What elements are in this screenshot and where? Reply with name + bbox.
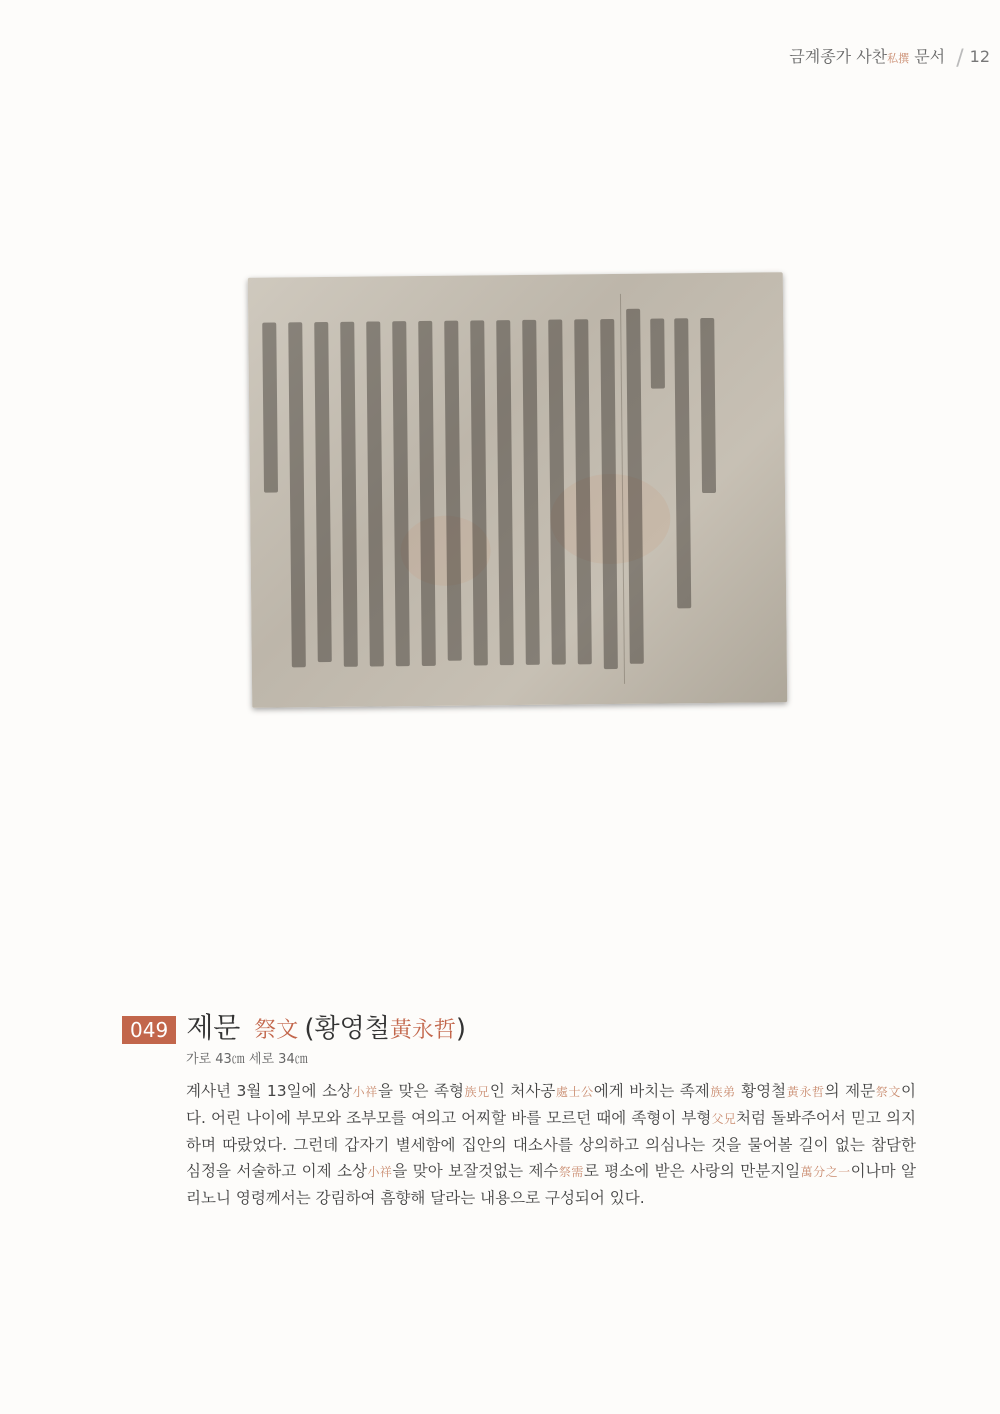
caption-text: 에게 바치는 족제	[593, 1082, 710, 1100]
script-column	[444, 321, 462, 661]
caption-hanja: 小祥	[366, 1165, 393, 1179]
figure-dimensions: 가로 43㎝ 세로 34㎝	[186, 1052, 308, 1067]
script-column	[600, 319, 618, 669]
caption-text: 인 처사공	[489, 1082, 556, 1100]
script-column	[674, 318, 691, 608]
script-column	[700, 318, 716, 493]
script-column	[392, 321, 410, 666]
script-column	[574, 319, 592, 664]
caption-hanja: 父兄	[711, 1112, 736, 1126]
header-divider: /	[956, 46, 964, 71]
caption-hanja: 祭需	[558, 1165, 584, 1179]
script-column	[522, 320, 540, 665]
figure-caption	[186, 1078, 916, 1211]
caption-hanja: 祭文	[875, 1085, 901, 1099]
section-suffix: 문서	[914, 47, 946, 66]
script-column	[340, 322, 358, 667]
caption-text: 을 맞은 족형	[377, 1082, 464, 1100]
script-column	[288, 322, 306, 667]
author-korean: 황영철	[314, 1014, 390, 1044]
caption-hanja: 黃永哲	[786, 1085, 825, 1099]
figure-title: 제문	[186, 1011, 241, 1044]
page-number: 12	[969, 47, 990, 66]
caption-text: 의 제문	[824, 1082, 876, 1100]
script-column	[314, 322, 332, 662]
script-column	[366, 321, 384, 666]
script-column	[650, 318, 665, 388]
figure-number-badge: 049	[122, 1016, 176, 1044]
script-column	[626, 309, 644, 664]
script-column	[496, 320, 514, 665]
caption-hanja: 族弟	[709, 1085, 736, 1099]
section-hanja: 私撰	[887, 52, 910, 65]
script-column	[418, 321, 436, 666]
caption-hanja: 萬分之一	[800, 1165, 851, 1179]
running-header	[789, 44, 990, 71]
script-column	[262, 323, 278, 493]
figure-author: (황영철黃永哲)	[304, 1014, 466, 1044]
section-title: 금계종가 사찬	[789, 47, 888, 66]
caption-text: 계사년 3월 13일에 소상	[186, 1082, 353, 1100]
caption-text: 이나마 알리노니 영령께서는 강림하여 흠향해 달라는 내용으로 구성되어 있다.	[186, 1162, 916, 1207]
caption-text: 처럼 돌봐주어서 믿고 의지하며 따랐었다. 그런데 갑자기 별세함에 집안의 대소사를 상의하고 의심나는 것을 물어볼 길이 없는 참담한 심정을 서술하고 이제 소상	[186, 1109, 916, 1180]
caption-hanja: 族兄	[463, 1085, 490, 1099]
author-hanja: 黃永哲	[389, 1018, 456, 1043]
script-column	[470, 320, 488, 665]
caption-text: 이다. 어린 나이에 부모와 조부모를 여의고 어찌할 바를 모르던 때에 족형이 부형	[186, 1082, 916, 1127]
figure-heading	[122, 1006, 466, 1046]
caption-text: 로 평소에 받은 사랑의 만분지일	[583, 1162, 801, 1180]
caption-hanja: 小祥	[352, 1085, 378, 1099]
script-column	[548, 320, 566, 665]
document-photo	[248, 272, 787, 708]
caption-text: 황영철	[735, 1082, 787, 1100]
figure-title-hanja: 祭文	[254, 1018, 299, 1043]
caption-hanja: 處士公	[555, 1085, 594, 1099]
caption-text: 을 맞아 보잘것없는 제수	[392, 1162, 559, 1180]
